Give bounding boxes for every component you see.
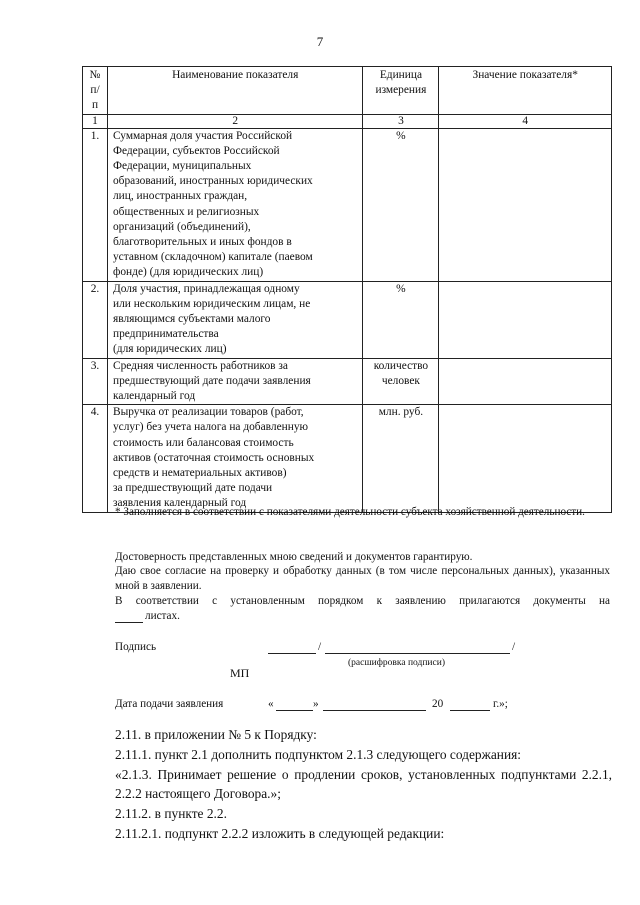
row-value[interactable]	[439, 128, 612, 281]
header-name: Наименование показателя	[107, 67, 362, 115]
header-value: Значение показателя*	[439, 67, 612, 115]
date-close-quote: »	[313, 698, 319, 710]
header-num: № п/п	[83, 67, 108, 115]
amendment-2-11-1: 2.11.1. пункт 2.1 дополнить подпунктом 2.1.3 следующего содержания:	[115, 747, 522, 762]
amendment-2-11-2: 2.11.2. в пункте 2.2.	[115, 806, 227, 821]
date-label: Дата подачи заявления	[115, 698, 224, 710]
row-unit: %	[363, 281, 439, 358]
row-unit: млн. руб.	[363, 405, 439, 512]
row-value[interactable]	[439, 358, 612, 405]
row-name: Доля участия, принадлежащая одному или нескольким юридическим лицам, не являющимся субъектами малого предпринимательства (для юридических лиц)	[107, 281, 362, 358]
date-year-line[interactable]	[450, 710, 490, 711]
table-row	[83, 128, 612, 281]
table-row	[83, 358, 612, 405]
consent-statement: Даю свое согласие на проверку и обработку данных (в том числе персональных данных), указанных мной в заявлении.	[115, 565, 610, 592]
attachments-statement: В соответствии с установленным порядком к заявлению прилагаются документы на	[115, 595, 610, 607]
seal-label: МП	[230, 666, 250, 680]
date-year-suffix: г.»;	[493, 698, 508, 710]
header-unit: Единица измерения	[363, 67, 439, 115]
indicators-table	[82, 66, 612, 513]
index-cell: 4	[439, 114, 612, 128]
table-index-row	[83, 114, 612, 128]
signature-decode-line[interactable]	[325, 653, 510, 654]
index-cell: 2	[107, 114, 362, 128]
attachments-suffix: листах.	[145, 610, 180, 622]
row-num: 4.	[83, 405, 108, 512]
table-row	[83, 281, 612, 358]
page-number: 7	[316, 34, 324, 49]
table-row	[83, 405, 612, 512]
signature-separator: /	[318, 641, 322, 653]
signature-end-slash: /	[512, 641, 516, 653]
row-value[interactable]	[439, 281, 612, 358]
attachments-count-line[interactable]	[115, 622, 143, 623]
signature-line[interactable]	[268, 653, 316, 654]
row-unit: %	[363, 128, 439, 281]
decode-caption: (расшифровка подписи)	[348, 658, 445, 668]
index-cell: 3	[363, 114, 439, 128]
row-name: Выручка от реализации товаров (работ, услуг) без учета налога на добавленную стоимость или балансовая стоимость активов (остаточная стоимость основных средств и нематериальных активов) за предшествующий дате подачи заявления календарный год	[107, 405, 362, 512]
row-num: 1.	[83, 128, 108, 281]
signature-label: Подпись	[115, 641, 157, 653]
row-value[interactable]	[439, 405, 612, 512]
date-month-line[interactable]	[323, 710, 426, 711]
table-header-row	[83, 67, 612, 115]
reliability-statement: Достоверность представленных мною сведений и документов гарантирую.	[115, 551, 473, 563]
date-year-prefix: 20	[432, 698, 444, 710]
date-open-quote: «	[268, 698, 274, 710]
date-day-line[interactable]	[276, 710, 313, 711]
row-num: 2.	[83, 281, 108, 358]
amendment-2-11-2-1: 2.11.2.1. подпункт 2.2.2 изложить в следующей редакции:	[115, 826, 445, 841]
row-name: Суммарная доля участия Российской Федерации, субъектов Российской Федерации, муниципальных образований, иностранных юридических лиц, иностранных граждан, общественных и религиозных организаций (объединений), благотворительных и иных фондов в уставном (складочном) капитале (паевом фонде) (для юридических лиц)	[107, 128, 362, 281]
index-cell: 1	[83, 114, 108, 128]
row-name: Средняя численность работников за предшествующий дате подачи заявления календарный год	[107, 358, 362, 405]
footnote: * Заполняется в соответствии с показателями деятельности субъекта хозяйственной деятельности.	[115, 506, 585, 518]
row-unit: количество человек	[363, 358, 439, 405]
amendment-2-1-3: «2.1.3. Принимает решение о продлении сроков, установленных подпунктами 2.2.1, 2.2.2 настоящего Договора.»;	[115, 767, 612, 801]
amendment-2-11: 2.11. в приложении № 5 к Порядку:	[115, 727, 317, 742]
row-num: 3.	[83, 358, 108, 405]
